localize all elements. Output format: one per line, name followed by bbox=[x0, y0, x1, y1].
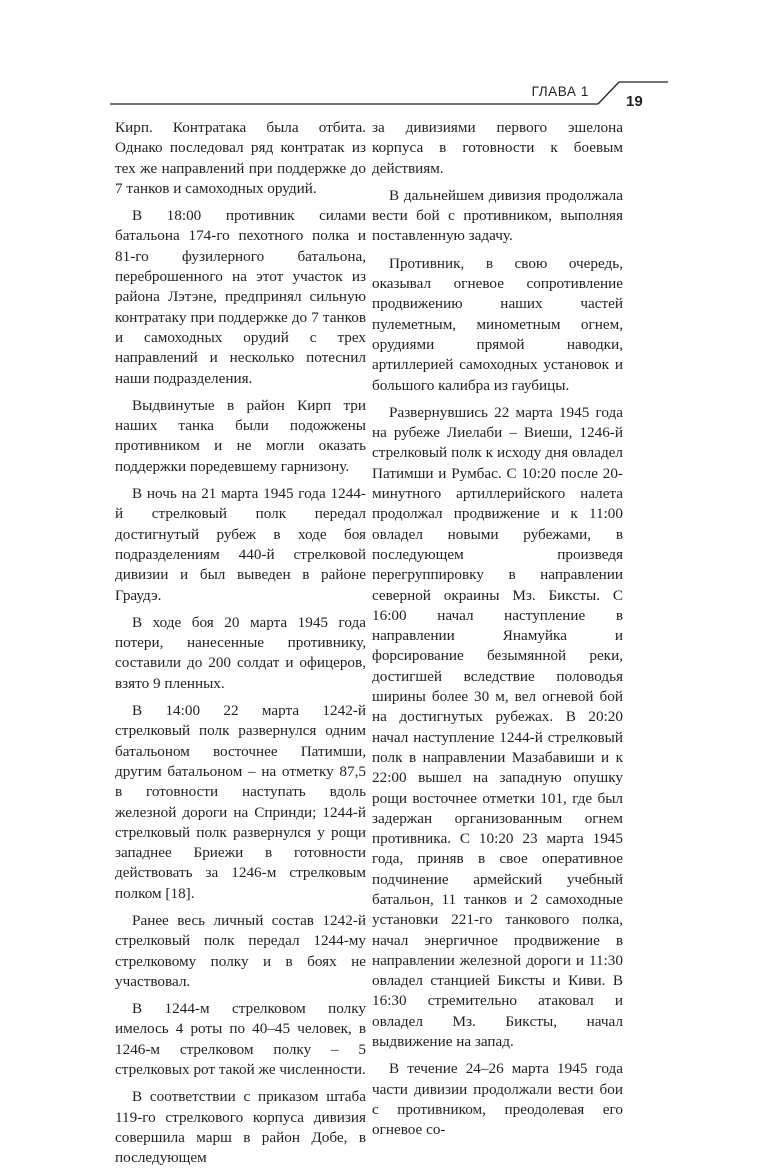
paragraph: В 1244-м стрелковом полку имелось 4 роты по 40–45 человек, в 1246-м стрелковом полку – 5 стрелковых рот такой же численности. bbox=[115, 1000, 366, 1079]
paragraph: В течение 24–26 марта 1945 года части дивизии продолжали вести бои с противником, преодолевая его огневое со- bbox=[372, 1060, 623, 1139]
paragraph: В 14:00 22 марта 1242-й стрелковый полк развернулся одним батальоном восточнее Патимши, другим батальоном – на отметку 87,5 в готовности наступать вдоль железной дороги на Спринди; 1244-й стрелковый полк развернулся у рощи западнее Бриежи в готовности действовать за 1246-м стрелковым полком [18]. bbox=[115, 702, 366, 902]
left-column bbox=[115, 118, 366, 1176]
right-column bbox=[372, 118, 623, 1148]
paragraph: Выдвинутые в район Кирп три наших танка были подожжены противником и не могли оказать поддержки поредевшему гарнизону. bbox=[115, 396, 366, 475]
paragraph: Кирп. Контратака была отбита. Однако последовал ряд контратак из тех же направлений при поддержке до 7 танков и самоходных орудий. bbox=[115, 119, 366, 197]
paragraph: Развернувшись 22 марта 1945 года на рубеже Лиелаби – Виеши, 1246-й стрелковый полк к исходу дня овладел Патимши и Румбас. С 10:20 после 20-минутного артиллерийского налета продолжал продвижение и к 11:00 овладел новыми рубежами, в последующем произведя перегруппировку в направлении северной окраины Мз. Бикcты. С 16:00 начал наступление в направлении Янамуйка и форсирование безымянной реки, достигшей вследствие половодья ширины более 30 м, вел огневой бой на достигнутых рубежах. В 20:20 начал наступление 1244-й стрелковый полк в направлении Мазабавиши и к 22:00 вышел на западную опушку рощи восточнее отметки 101, где был задержан организованным огнем противника. С 10:20 23 марта 1945 года, приняв в свое оперативное подчинение армейский учебный батальон, 11 танков и 2 самоходные установки 221-го танкового полка, начал энергичное продвижение в направлении железной дороги и 11:30 овладел станцией Бикcты и Киви. В 16:30 стремительно атаковал и овладел Мз. Бикcты, начал выдвижение на запад. bbox=[372, 403, 623, 1051]
page-number: 19 bbox=[626, 93, 643, 110]
paragraph: Противник, в свою очередь, оказывал огневое сопротивление продвижению наших частей пулеметным, минометным огнем, орудиями прямой наводки, артиллерией самоходных установок и большого калибра из гаубицы. bbox=[372, 254, 623, 394]
paragraph: В 18:00 противник силами батальона 174-го пехотного полка и 81-го фузилерного батальона, переброшенного на этот участок из района Лэтэне, предпринял сильную контратаку при поддержке до 7 танков и самоходных орудий с трех направлений и несколько потеснил наши подразделения. bbox=[115, 207, 366, 387]
paragraph: за дивизиями первого эшелона корпуса в готовности к боевым действиям. bbox=[372, 119, 623, 177]
header-rule bbox=[0, 0, 764, 130]
paragraph: В дальнейшем дивизия продолжала вести бой с противником, выполняя поставленную задачу. bbox=[372, 186, 623, 245]
paragraph: В соответствии с приказом штаба 119-го стрелкового корпуса дивизия совершила марш в район Добе, в последующем bbox=[115, 1088, 366, 1167]
chapter-header: ГЛАВА 1 bbox=[531, 84, 589, 99]
paragraph: Ранее весь личный состав 1242-й стрелковый полк передал 1244-му стрелковому полку и в боях не участвовал. bbox=[115, 911, 366, 990]
paragraph: В ночь на 21 марта 1945 года 1244-й стрелковый полк передал достигнутый рубеж в ходе боя подразделениям 440-й стрелковой дивизии и был выведен в районе Граудэ. bbox=[115, 485, 366, 604]
paragraph: В ходе боя 20 марта 1945 года потери, нанесенные противнику, составили до 200 солдат и офицеров, взято 9 пленных. bbox=[115, 613, 366, 692]
